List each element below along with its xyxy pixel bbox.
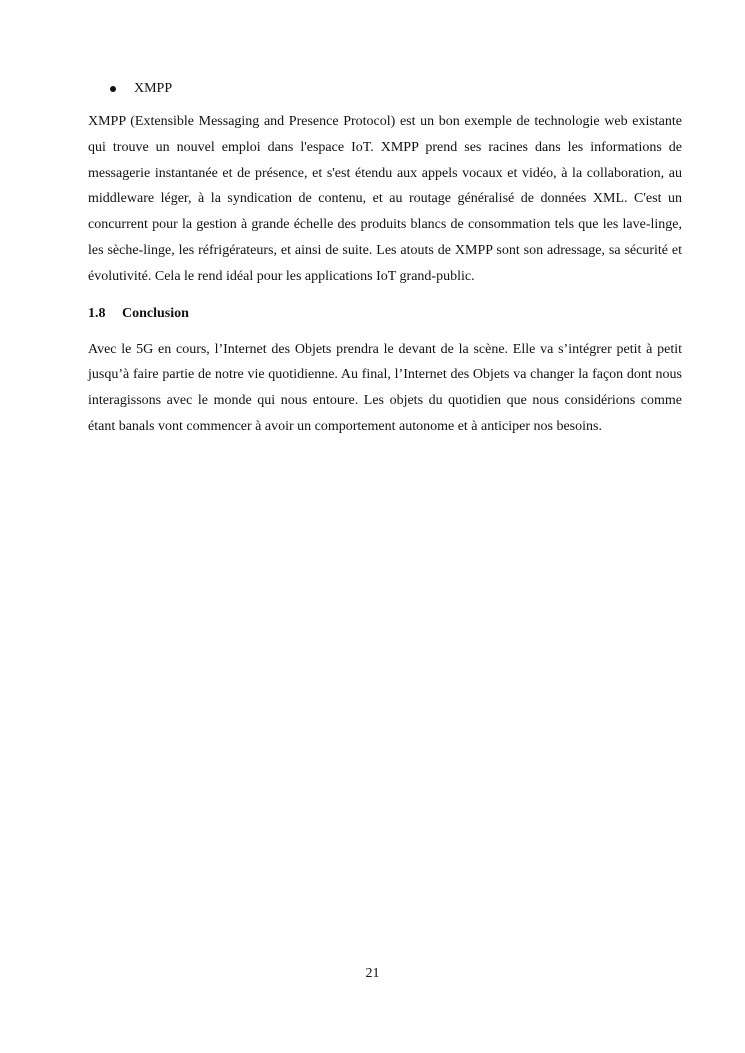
conclusion-paragraph: Avec le 5G en cours, l’Internet des Objets prendra le devant de la scène. Elle va s’intégrer petit à petit jusqu’à faire partie de notre vie quotidienne. Au final, l’Internet des Objets va changer la façon dont nous interagissons avec le monde qui nous entoure. Les objets du quotidien que nous considérions comme étant banals vont commencer à avoir un comportement autonome et à anticiper nos besoins. [88, 341, 682, 434]
page-content [88, 78, 682, 440]
bullet-dot-icon [110, 86, 116, 92]
bullet-list-item [88, 78, 682, 100]
xmpp-paragraph: XMPP (Extensible Messaging and Presence Protocol) est un bon exemple de technologie web existante qui trouve un nouvel emploi dans l'espace IoT. XMPP prend ses racines dans les informations de messagerie instantanée et de présence, et s'est étendu aux appels vocaux et vidéo, à la collaboration, au middleware léger, à la syndication de contenu, et au routage généralisé de données XML. C'est un concurrent pour la gestion à grande échelle des produits blancs de consommation tels que les lave-linge, les sèche-linge, les réfrigérateurs, et ainsi de suite. Les atouts de XMPP sont son adressage, sa sécurité et évolutivité. Cela le rend idéal pour les applications IoT grand-public. [88, 114, 682, 284]
bullet-item-label: XMPP [134, 81, 173, 96]
section-heading [88, 303, 682, 325]
page-number: 21 [365, 966, 380, 981]
section-number: 1.8 [88, 305, 106, 321]
section-title: Conclusion [122, 305, 189, 321]
